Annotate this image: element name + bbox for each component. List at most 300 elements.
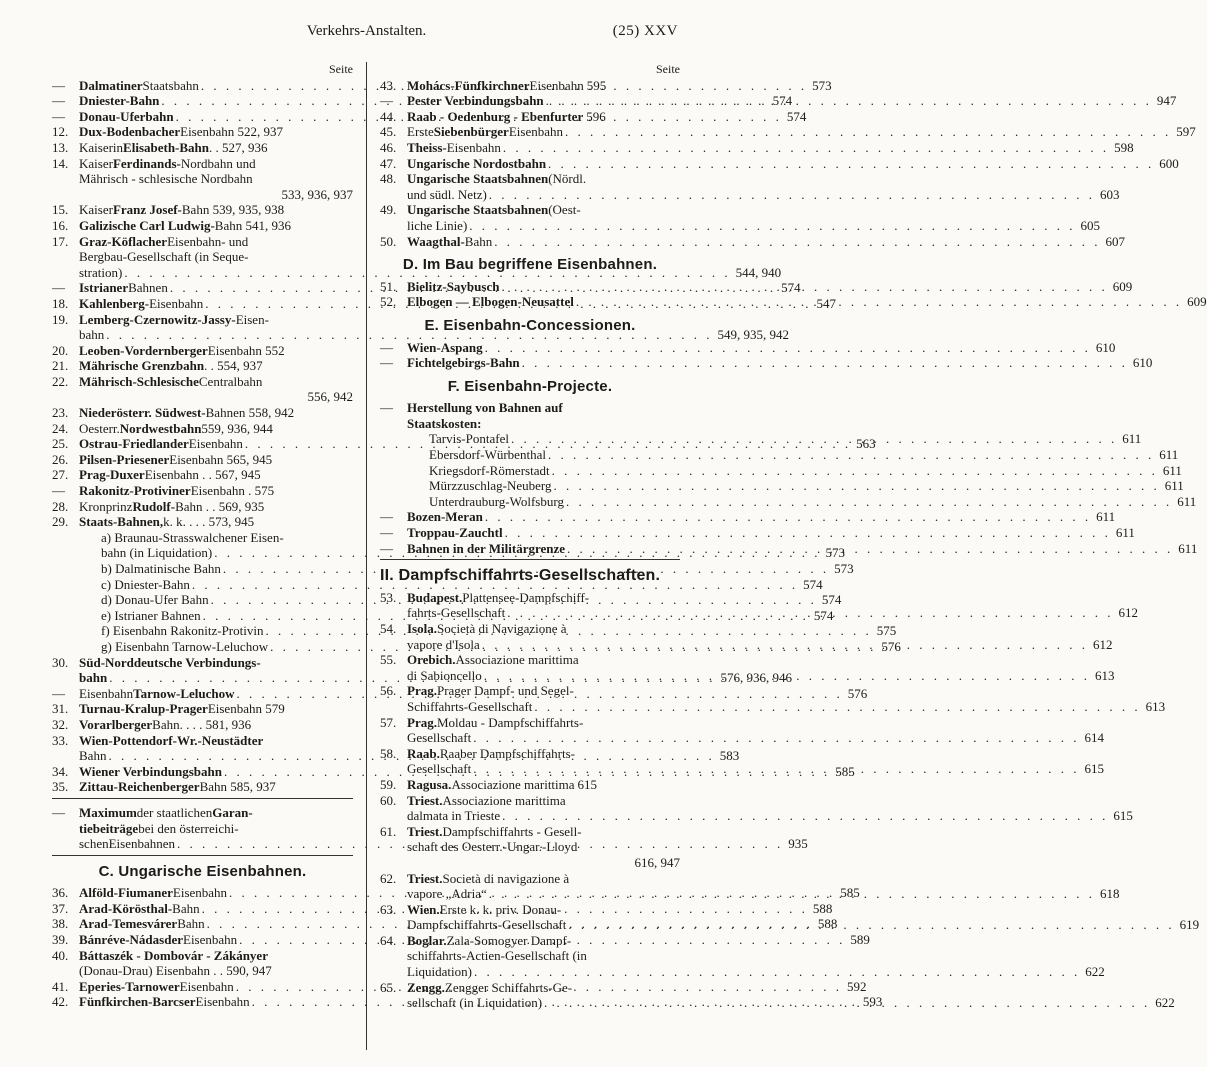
- entry-text: Kronprinz: [79, 498, 133, 514]
- entry-body: [79, 452, 353, 468]
- entry-text: Kaiserin: [79, 139, 124, 155]
- page-ref: 611: [1162, 462, 1182, 478]
- page-ref: 576, 936, 946: [720, 670, 792, 686]
- entry-body: [407, 400, 680, 431]
- index-entry: [380, 78, 680, 94]
- page-ref: 585: [840, 885, 860, 901]
- entry-body: [407, 124, 1196, 140]
- entry-text: Dampfschiffahrts - Gesell-: [442, 823, 582, 839]
- entry-body: [79, 202, 353, 218]
- entry-text: 559, 936, 944: [201, 420, 273, 436]
- entry-line: [407, 525, 1135, 541]
- page-ref: 589: [850, 932, 870, 948]
- entry-text: Oesterr.: [79, 420, 120, 436]
- index-entry: [52, 514, 353, 530]
- entry-text: Eisenbahn 552: [207, 342, 285, 358]
- entry-name: Bánréve-Nádasder: [79, 932, 183, 948]
- entry-body: [407, 233, 1125, 250]
- entry-body: [79, 717, 353, 733]
- leader-dots: [487, 187, 1097, 203]
- entry-name: Arad-Temesvárer: [79, 916, 178, 932]
- entry-line: [407, 902, 680, 918]
- entry-number: 62.: [380, 870, 397, 886]
- entry-text: Società di Navigazione à: [436, 621, 567, 636]
- entry-number: 41.: [52, 978, 69, 994]
- entry-name: Zengg.: [407, 979, 445, 995]
- index-entry: [380, 714, 1105, 746]
- entry-line: [429, 462, 1182, 479]
- entry-body: [407, 447, 1179, 463]
- entry-name: Mährisch-Schlesische: [79, 373, 199, 389]
- entry-name: Siebenbürger: [433, 124, 509, 140]
- entry-line: [407, 698, 1166, 715]
- entry-text: stration): [79, 264, 123, 280]
- entry-text: Eisenbahn: [149, 295, 204, 311]
- entry-body: [407, 202, 1101, 233]
- entry-name: Staatskosten:: [407, 415, 482, 431]
- entry-text: bei den österreichi-: [138, 820, 239, 836]
- entry-line: [407, 730, 1105, 746]
- entry-text: Prager Dampf- und Segel-: [436, 683, 574, 699]
- leader-dots: [520, 355, 1130, 371]
- entry-text: schiffahrts-Actien-Gesellschaft (in: [407, 948, 587, 964]
- entry-text: Eisenbahn . 575: [190, 483, 275, 499]
- entry-number: 19.: [52, 311, 69, 327]
- entry-text: sellschaft (in Liquidation): [407, 995, 543, 1011]
- entry-body: [79, 343, 353, 359]
- entry-body: [79, 499, 353, 515]
- entry-line: [407, 980, 680, 996]
- entry-line: [79, 187, 353, 203]
- entry-line: [79, 779, 353, 795]
- index-entry: [52, 405, 353, 421]
- entry-text: Eisenbahn . . 567, 945: [144, 467, 261, 483]
- entry-text: Bahn: [464, 233, 493, 249]
- entry-number: 39.: [52, 932, 69, 948]
- leader-dots: [471, 730, 1081, 746]
- entry-line: [407, 948, 680, 964]
- entry-number: 18.: [52, 295, 69, 311]
- entry-line: [407, 355, 1153, 371]
- entry-text: dalmata in Trieste: [407, 808, 501, 824]
- section-heading: D. Im Bau begriffene Eisenbahnen.: [402, 256, 658, 274]
- entry-name: Waagthal-: [407, 233, 465, 249]
- leader-dots: [483, 340, 1093, 356]
- entry-name: Bahnen in der Militärgrenze: [407, 540, 566, 556]
- entry-number: 25.: [52, 436, 69, 452]
- entry-name: Donau-Uferbahn: [79, 108, 174, 124]
- entry-line: [407, 155, 1179, 172]
- entry-text: Moldau - Dampfschiffahrts-: [436, 714, 584, 730]
- entry-text: Dampfschiffahrts-Gesellschaft: [407, 917, 567, 933]
- leader-dots: [482, 668, 1092, 684]
- index-entry: [380, 139, 1134, 156]
- entry-text: bahn (in Liquidation): [101, 545, 213, 561]
- entry-name: Maximum: [79, 804, 137, 820]
- entry-body: [407, 478, 1184, 494]
- entry-line: [407, 171, 680, 187]
- entry-body: [407, 171, 1120, 202]
- entry-number: 16.: [52, 217, 69, 233]
- index-entry: [380, 124, 1196, 140]
- entry-name: Prag-Duxer: [79, 467, 145, 483]
- page-ref: 935: [788, 836, 808, 852]
- entry-text: . . 527, 936: [209, 139, 268, 155]
- entry-line: [407, 590, 680, 606]
- entry-text: Bahn 539, 935, 938: [181, 202, 285, 218]
- entry-number: 56.: [380, 683, 397, 699]
- page-ref: 613: [1145, 698, 1166, 714]
- entry-line: [429, 447, 1179, 463]
- entry-line: [407, 808, 1133, 824]
- entry-line: [407, 217, 1101, 234]
- entry-name: Mohács-Fünfkirchner: [407, 77, 530, 93]
- page-ref: 544, 940: [735, 264, 782, 280]
- entry-text: Eisenbahn 579: [207, 701, 285, 717]
- page-ref: 583: [719, 748, 740, 764]
- entry-text: Bahn . . 569, 935: [175, 498, 265, 514]
- entry-text: Gesellschaft: [407, 761, 472, 777]
- entry-line: [79, 514, 353, 530]
- entry-line: [79, 452, 353, 468]
- entry-line: [79, 421, 353, 437]
- entry-text: a) Braunau-Strasswalchener Eisen-: [101, 529, 284, 545]
- entry-name: tiebeiträge: [79, 820, 139, 836]
- leader-dots: [532, 699, 1142, 715]
- entry-number: 29.: [52, 514, 69, 530]
- entry-body: [407, 339, 1116, 356]
- entry-name: Galizische Carl Ludwig-: [79, 217, 215, 233]
- leader-dots: [492, 234, 1102, 250]
- leader-dots: [500, 808, 1110, 824]
- index-entry: [52, 452, 353, 468]
- leader-dots: [552, 478, 1162, 494]
- entry-line: [79, 343, 353, 359]
- section-heading: II. Dampfschiffahrts-Gesellschaften.: [380, 567, 661, 585]
- entry-name: Elisabeth-Bahn: [123, 139, 210, 155]
- leader-dots: [505, 605, 1115, 621]
- entry-line: [429, 478, 1184, 494]
- entry-line: [407, 855, 680, 871]
- entry-line: [407, 202, 680, 218]
- entry-body: [407, 824, 680, 871]
- entry-text: Staatsbahn: [142, 77, 199, 93]
- entry-text: Eisen-: [235, 311, 269, 327]
- index-entry: [52, 717, 353, 733]
- page-ref: 588: [817, 916, 838, 932]
- page-ref: 607: [1105, 233, 1125, 249]
- entry-text: liche Linie): [407, 217, 468, 233]
- seite-label: Seite: [656, 62, 680, 76]
- entry-name: Süd-Norddeutsche Verbindungs-: [79, 654, 261, 670]
- entry-text: bahn: [79, 327, 105, 343]
- entry-line: [407, 652, 680, 668]
- leader-dots: [487, 886, 1097, 902]
- entry-number: 35.: [52, 779, 69, 795]
- page-ref: 547: [816, 295, 836, 311]
- entry-line: [79, 483, 353, 499]
- leader-dots: [550, 463, 1160, 479]
- page-ref: 611: [1096, 509, 1116, 525]
- index-entry: [380, 777, 680, 793]
- entry-line: [429, 493, 1197, 510]
- entry-number: 37.: [52, 900, 69, 916]
- index-entry: [380, 400, 680, 431]
- entry-number: —: [380, 93, 393, 109]
- entry-line: [407, 621, 680, 637]
- page-ref: 576: [847, 685, 868, 701]
- index-entry: [380, 202, 1101, 233]
- sub-entry: [380, 462, 1182, 479]
- entry-name: Wien-Pottendorf-Wr.-Neustädter: [79, 732, 264, 748]
- entry-body: [79, 358, 353, 374]
- entry-body: [79, 156, 353, 203]
- entry-number: 49.: [380, 202, 397, 218]
- entry-text: Associazione marittima: [442, 792, 566, 808]
- entry-text: Bahnen: [128, 280, 168, 296]
- entry-text: Bahnen 558, 942: [205, 405, 295, 421]
- entry-number: —: [52, 483, 65, 499]
- entry-number: —: [52, 77, 65, 93]
- leader-dots: [471, 761, 1081, 777]
- entry-number: —: [380, 509, 393, 525]
- index-entry: [52, 701, 353, 717]
- leader-dots: [565, 541, 1175, 557]
- entry-text: e) Istrianer Bahnen: [101, 607, 201, 623]
- entry-text: k. k. . . . 573, 945: [163, 514, 255, 530]
- page-ref: 593: [862, 994, 883, 1010]
- page-ref: 619: [1179, 917, 1200, 933]
- entry-line: [79, 655, 353, 671]
- entry-number: 32.: [52, 716, 69, 732]
- entry-text: Bahn 585, 937: [199, 779, 276, 795]
- entry-text: Eisenbahn 522, 937: [180, 124, 284, 140]
- entry-line: [79, 218, 353, 234]
- entry-text: Bahn. . . . 581, 936: [152, 716, 252, 732]
- section-heading: F. Eisenbahn-Projecte.: [447, 377, 613, 395]
- entry-number: —: [380, 355, 393, 371]
- section-heading: E. Eisenbahn-Concessionen.: [424, 316, 636, 334]
- entry-name: Turnau-Kralup-Prager: [79, 701, 208, 717]
- entry-name: Zittau-Reichenberger: [79, 779, 200, 795]
- entry-name: Bielitz-Saybusch: [407, 278, 500, 294]
- entry-line: [407, 839, 680, 855]
- entry-name: Ostrau-Friedlander: [79, 436, 189, 452]
- page-ref: 574: [803, 576, 823, 592]
- entry-name: Pilsen-Priesener: [79, 451, 170, 467]
- entry-body: [79, 421, 353, 437]
- entry-name: Lemberg-Czernowitz-Jassy-: [79, 311, 236, 327]
- page-number: (25) XXV: [612, 23, 678, 39]
- page-ref: 556, 942: [307, 389, 353, 405]
- sub-entry: [380, 447, 1179, 463]
- index-entry: [52, 156, 353, 203]
- page-ref: 611: [1115, 525, 1135, 541]
- index-entry: [52, 140, 353, 156]
- entry-name: Rakonitz-Protiviner: [79, 483, 191, 499]
- entry-text: Eisenbahn: [529, 77, 584, 93]
- entry-text: Erste: [407, 124, 434, 140]
- entry-name: Dux-Bodenbacher: [79, 124, 181, 140]
- page-ref: 563: [856, 436, 876, 452]
- entry-number: —: [380, 339, 393, 355]
- entry-number: —: [52, 108, 65, 124]
- entry-line: [79, 805, 353, 821]
- page-ref: 574: [786, 108, 807, 124]
- page-ref: 592: [847, 978, 867, 994]
- entry-line: [407, 933, 680, 949]
- entry-name: Tarnow-Leluchow: [133, 685, 235, 701]
- entry-text: Eisenbahn: [188, 436, 243, 452]
- page-ref: 597: [1176, 124, 1196, 140]
- leader-dots: [503, 525, 1113, 541]
- entry-number: 24.: [52, 420, 69, 436]
- entry-name: Staats-Bahnen,: [79, 514, 164, 530]
- page-ref: 611: [1122, 431, 1142, 447]
- entry-body: [79, 374, 353, 405]
- index-entry: [380, 233, 1125, 250]
- entry-number: 45.: [380, 124, 397, 140]
- entry-line: [79, 733, 353, 749]
- entry-body: [407, 493, 1197, 510]
- entry-number: —: [52, 804, 65, 820]
- leader-dots: [546, 156, 1156, 172]
- page-ref: 609: [1112, 278, 1133, 294]
- index-entry: [52, 202, 353, 218]
- page-ref: 573: [812, 77, 832, 93]
- entry-number: 53.: [380, 589, 397, 605]
- leader-dots: [542, 995, 1152, 1011]
- leader-dots: [509, 431, 1119, 447]
- page-ref: 611: [1164, 478, 1184, 494]
- page-ref: 615: [1084, 761, 1105, 777]
- entry-name: Theiss-: [407, 139, 447, 155]
- entry-body: [407, 714, 1105, 746]
- entry-number: —: [380, 400, 393, 416]
- entry-text: Mürzzuschlag-Neuberg: [429, 478, 552, 494]
- index-entry: [52, 218, 353, 234]
- entry-line: [407, 186, 1120, 203]
- entry-text: Erste k. k. priv. Donau-: [439, 901, 562, 917]
- leader-dots: [467, 218, 1077, 234]
- entry-number: 13.: [52, 139, 69, 155]
- entry-text: Ebersdorf-Würbenthal: [429, 447, 546, 463]
- entry-body: [79, 218, 353, 234]
- index-entry: [52, 124, 353, 140]
- entry-line: [79, 156, 353, 172]
- entry-text: Plattensee-Dampfschiff-: [462, 589, 590, 605]
- entry-text: d) Donau-Ufer Bahn: [101, 592, 209, 608]
- entry-line: [79, 358, 353, 374]
- entry-text: schaft des Oesterr.-Ungar.-Lloyd: [407, 839, 578, 855]
- entry-number: 26.: [52, 451, 69, 467]
- entry-name: Leoben-Vordernberger: [79, 342, 208, 358]
- entry-name: Elbogen — Elbogen-Neusattel: [407, 294, 574, 310]
- entry-text: Eisenbahn: [195, 994, 250, 1010]
- entry-number: 33.: [52, 732, 69, 748]
- entry-name: Arad-Körösthal-: [79, 900, 173, 916]
- entry-line: [79, 124, 353, 140]
- entry-number: 58.: [380, 745, 397, 761]
- entry-line: [407, 871, 680, 887]
- entry-name: Dniester-Bahn: [79, 93, 160, 109]
- index-entry: [380, 339, 1116, 356]
- page-ref: 613: [1095, 667, 1115, 683]
- entry-name: Istrianer: [79, 280, 129, 296]
- entry-number: 14.: [52, 155, 69, 171]
- entry-name: Nordwestbahn: [119, 420, 202, 436]
- entry-line: [79, 202, 353, 218]
- entry-number: 42.: [52, 994, 69, 1010]
- page-ref: 610: [1132, 355, 1153, 371]
- entries-block: [380, 400, 680, 431]
- entry-text: Eisenbahn: [508, 124, 563, 140]
- page-ref: 622: [1085, 964, 1105, 980]
- entry-text: Kaiser: [79, 202, 113, 218]
- entry-name: Alföld-Fiumaner: [79, 885, 173, 901]
- entry-number: 64.: [380, 932, 397, 948]
- seite-label: Seite: [329, 62, 353, 76]
- entry-number: 52.: [380, 294, 397, 310]
- entry-body: [407, 777, 680, 793]
- entry-body: [79, 948, 353, 979]
- entry-line: [407, 824, 680, 840]
- entry-line: [407, 964, 1105, 980]
- entry-text: (Oest-: [548, 202, 581, 218]
- entry-name: Triest.: [407, 792, 443, 808]
- entry-number: —: [52, 280, 65, 296]
- entry-name: Eperies-Tarnower: [79, 978, 180, 994]
- entry-line: [79, 701, 353, 717]
- page-ref: 612: [1118, 605, 1138, 621]
- entry-name: Bozen-Meran: [407, 509, 483, 525]
- entry-number: 54.: [380, 621, 397, 636]
- entry-line: [407, 683, 680, 699]
- entry-number: 15.: [52, 202, 69, 218]
- entry-line: [407, 777, 680, 793]
- entry-body: [407, 509, 1116, 525]
- entry-name: Mährische Grenzbahn: [79, 358, 205, 374]
- entry-number: 34.: [52, 763, 69, 779]
- entry-name: Isola.: [407, 621, 437, 636]
- entry-name: Ungarische Staatsbahnen: [407, 202, 549, 218]
- entry-name: Niederösterr. Südwest-: [79, 405, 206, 421]
- entry-body: [407, 139, 1134, 156]
- entry-body: [79, 701, 353, 717]
- entry-text: und südl. Netz): [407, 186, 487, 202]
- entry-number: 44.: [380, 108, 397, 124]
- page-ref: 575: [876, 623, 897, 639]
- entry-text: Eisenbahn: [446, 139, 501, 155]
- entry-text: b) Dalmatinische Bahn: [101, 561, 221, 576]
- entry-number: 40.: [52, 947, 69, 963]
- entry-text: Zala-Somogyer Dampf-: [446, 932, 572, 948]
- page-ref: 598: [1114, 139, 1134, 155]
- entry-number: 27.: [52, 467, 69, 483]
- entry-number: 43.: [380, 77, 397, 93]
- index-entry: [52, 948, 353, 979]
- entry-line: [407, 124, 1196, 140]
- index-entry: [380, 109, 680, 125]
- entry-number: 38.: [52, 916, 69, 932]
- entry-body: [79, 405, 353, 421]
- page-ref: 600: [1159, 155, 1179, 171]
- entry-number: 36.: [52, 885, 69, 901]
- entry-line: [79, 171, 353, 187]
- entry-line: [79, 948, 353, 964]
- entry-text: Liquidation): [407, 964, 472, 980]
- entry-text: Mährisch - schlesische Nordbahn: [79, 171, 253, 187]
